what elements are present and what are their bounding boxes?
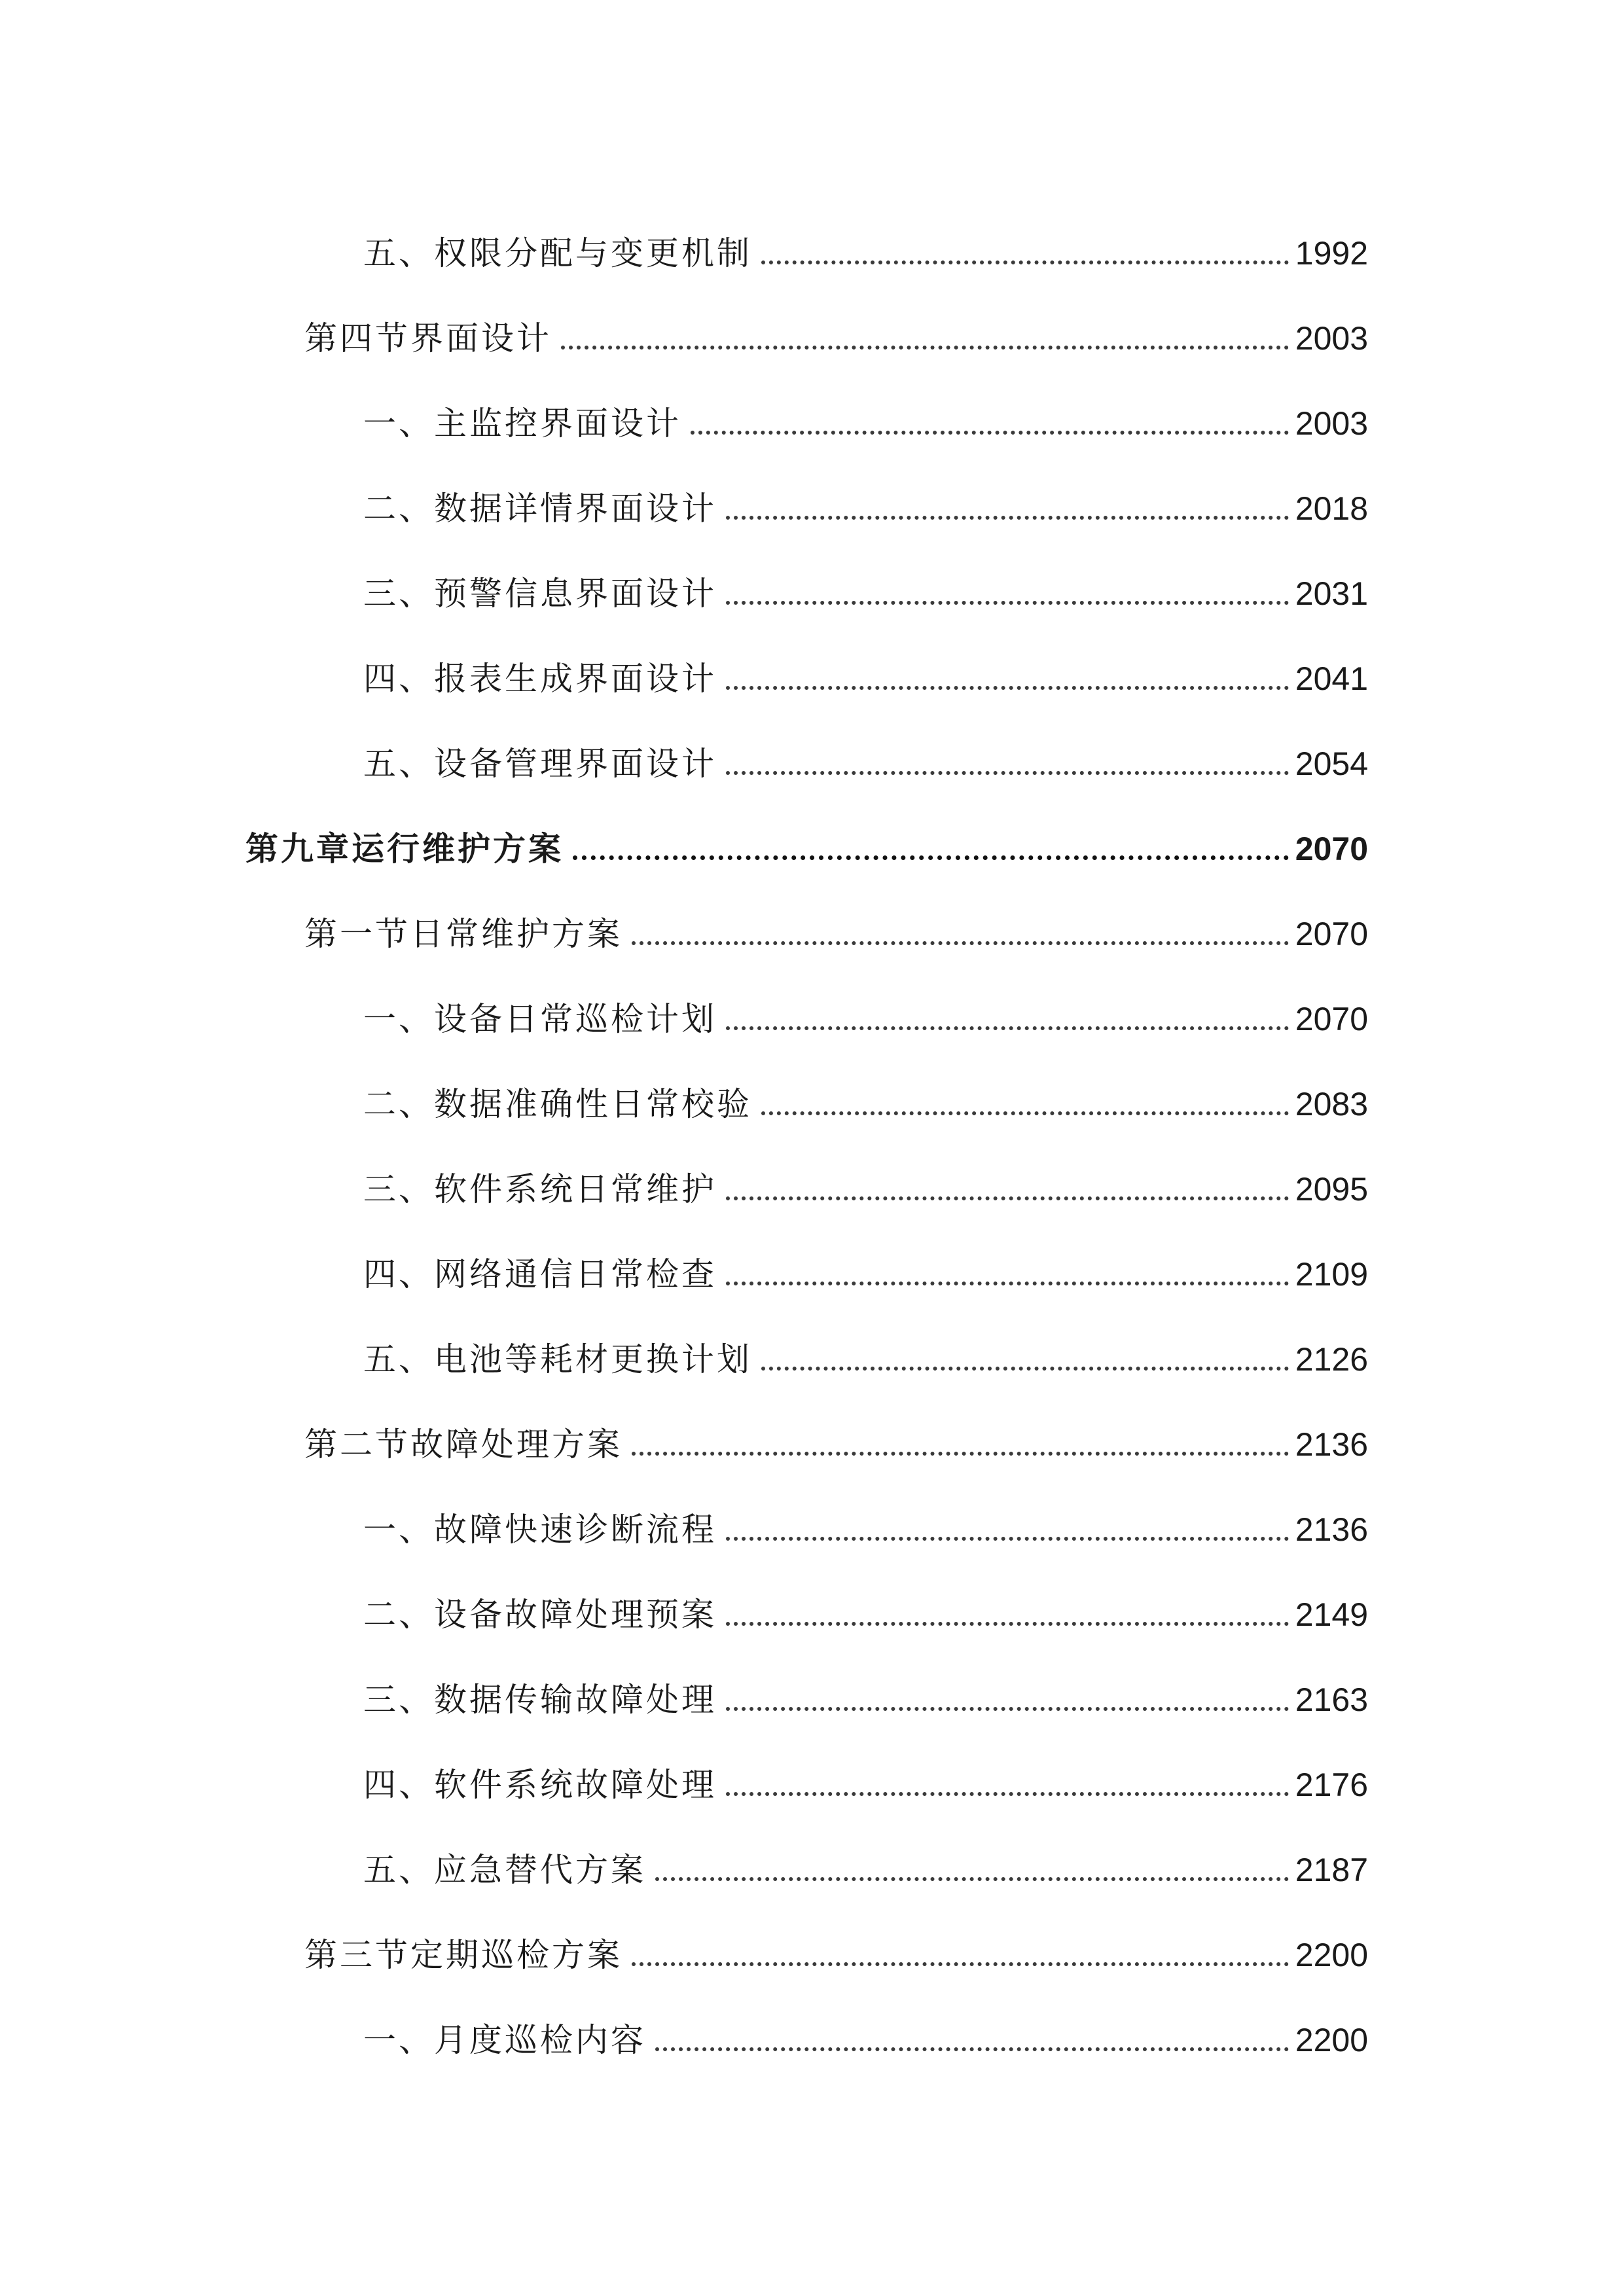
toc-entry[interactable] bbox=[363, 1238, 1368, 1291]
toc-entry[interactable] bbox=[363, 387, 1368, 440]
toc-entry-page: 2136 bbox=[1295, 1426, 1368, 1463]
dot-leader bbox=[761, 1111, 1289, 1115]
toc-entry-page: 2187 bbox=[1295, 1852, 1368, 1888]
dot-leader bbox=[726, 1622, 1289, 1626]
toc-entry-title: 五、电池等耗材更换计划 bbox=[363, 1340, 752, 1378]
toc-entry-title: 三、预警信息界面设计 bbox=[363, 575, 717, 613]
toc-entry-page: 2149 bbox=[1295, 1596, 1368, 1633]
toc-entry-title: 第四节界面设计 bbox=[304, 319, 552, 357]
dot-leader bbox=[726, 686, 1289, 690]
dot-leader bbox=[761, 1367, 1289, 1371]
toc-entry[interactable] bbox=[304, 898, 1368, 953]
toc-entry[interactable] bbox=[363, 1749, 1368, 1804]
toc-entry[interactable] bbox=[363, 728, 1368, 783]
toc-entry[interactable] bbox=[363, 983, 1368, 1038]
toc-entry-page: 2136 bbox=[1295, 1511, 1368, 1548]
toc-entry-title: 一、故障快速诊断流程 bbox=[363, 1511, 717, 1549]
toc-entry-page: 2070 bbox=[1295, 831, 1368, 867]
toc-entry-page: 2126 bbox=[1295, 1341, 1368, 1378]
toc-entry[interactable] bbox=[363, 2004, 1368, 2059]
toc-entry-page: 2095 bbox=[1295, 1171, 1368, 1208]
toc-entry[interactable] bbox=[363, 473, 1368, 528]
toc-entry[interactable] bbox=[363, 558, 1368, 613]
toc-entry-title: 一、月度巡检内容 bbox=[363, 2021, 646, 2059]
toc-entry-page: 2176 bbox=[1295, 1767, 1368, 1803]
toc-entry-title: 一、主监控界面设计 bbox=[363, 404, 681, 442]
dot-leader bbox=[726, 516, 1289, 520]
toc-entry-page: 2054 bbox=[1295, 745, 1368, 782]
toc-entry-page: 2200 bbox=[1295, 1937, 1368, 1973]
toc-entry-page: 2003 bbox=[1295, 320, 1368, 357]
dot-leader bbox=[655, 2047, 1289, 2051]
dot-leader bbox=[726, 771, 1289, 775]
toc-entry[interactable] bbox=[363, 1834, 1368, 1889]
toc-entry-title: 二、数据准确性日常校验 bbox=[363, 1085, 752, 1123]
toc-entry-title: 四、网络通信日常检查 bbox=[363, 1255, 717, 1293]
toc-entry[interactable] bbox=[363, 1153, 1368, 1206]
dot-leader bbox=[561, 346, 1289, 350]
toc-entry[interactable] bbox=[363, 1579, 1368, 1634]
toc-entry[interactable] bbox=[304, 1408, 1368, 1461]
dot-leader bbox=[632, 941, 1289, 945]
dot-leader bbox=[726, 1707, 1289, 1711]
toc-entry-title: 五、设备管理界面设计 bbox=[363, 745, 717, 783]
toc-entry[interactable] bbox=[363, 1494, 1368, 1549]
toc-entry[interactable] bbox=[363, 1323, 1368, 1376]
toc-entry-page: 2070 bbox=[1295, 916, 1368, 952]
toc-entry-page: 2163 bbox=[1295, 1681, 1368, 1718]
dot-leader bbox=[655, 1877, 1289, 1881]
toc-entry-title: 二、设备故障处理预案 bbox=[363, 1596, 717, 1634]
toc-entry-title: 第一节日常维护方案 bbox=[304, 915, 623, 953]
toc-entry[interactable] bbox=[363, 1664, 1368, 1719]
dot-leader bbox=[726, 1537, 1289, 1541]
toc-entry[interactable] bbox=[304, 302, 1368, 355]
toc-entry-page: 2003 bbox=[1295, 405, 1368, 442]
toc-entry-page: 2200 bbox=[1295, 2022, 1368, 2058]
toc-entry-page: 1992 bbox=[1295, 235, 1368, 272]
dot-leader bbox=[726, 601, 1289, 605]
toc-entry-title: 二、数据详情界面设计 bbox=[363, 490, 717, 528]
toc-entry-title: 五、权限分配与变更机制 bbox=[363, 234, 752, 272]
dot-leader bbox=[761, 260, 1289, 264]
dot-leader bbox=[726, 1792, 1289, 1796]
toc-chapter-entry[interactable] bbox=[245, 813, 1368, 868]
toc-entry-title: 五、应急替代方案 bbox=[363, 1851, 646, 1889]
toc-entry-page: 2031 bbox=[1295, 575, 1368, 612]
dot-leader bbox=[632, 1962, 1289, 1966]
toc-entry-title: 第九章运行维护方案 bbox=[245, 830, 564, 868]
toc-entry-title: 第三节定期巡检方案 bbox=[304, 1936, 623, 1974]
toc-entry-page: 2109 bbox=[1295, 1256, 1368, 1293]
dot-leader bbox=[726, 1026, 1289, 1030]
toc-entry-page: 2041 bbox=[1295, 660, 1368, 697]
toc-entry-title: 四、软件系统故障处理 bbox=[363, 1766, 717, 1804]
toc-entry-title: 第二节故障处理方案 bbox=[304, 1426, 623, 1463]
toc-entry-title: 三、数据传输故障处理 bbox=[363, 1681, 717, 1719]
dot-leader bbox=[726, 1196, 1289, 1200]
toc-entry-page: 2070 bbox=[1295, 1001, 1368, 1037]
toc-entry[interactable] bbox=[304, 1919, 1368, 1974]
dot-leader bbox=[726, 1282, 1289, 1285]
toc-entry-title: 一、设备日常巡检计划 bbox=[363, 1000, 717, 1038]
toc-entry-title: 四、报表生成界面设计 bbox=[363, 660, 717, 698]
dot-leader bbox=[632, 1452, 1289, 1456]
toc-entry[interactable] bbox=[363, 643, 1368, 698]
dot-leader bbox=[691, 431, 1289, 435]
toc-entry-page: 2018 bbox=[1295, 490, 1368, 527]
toc-entry-title: 三、软件系统日常维护 bbox=[363, 1170, 717, 1208]
toc-entry[interactable] bbox=[363, 217, 1368, 270]
toc-entry[interactable] bbox=[363, 1068, 1368, 1121]
dot-leader bbox=[573, 855, 1289, 860]
toc-entry-page: 2083 bbox=[1295, 1086, 1368, 1122]
